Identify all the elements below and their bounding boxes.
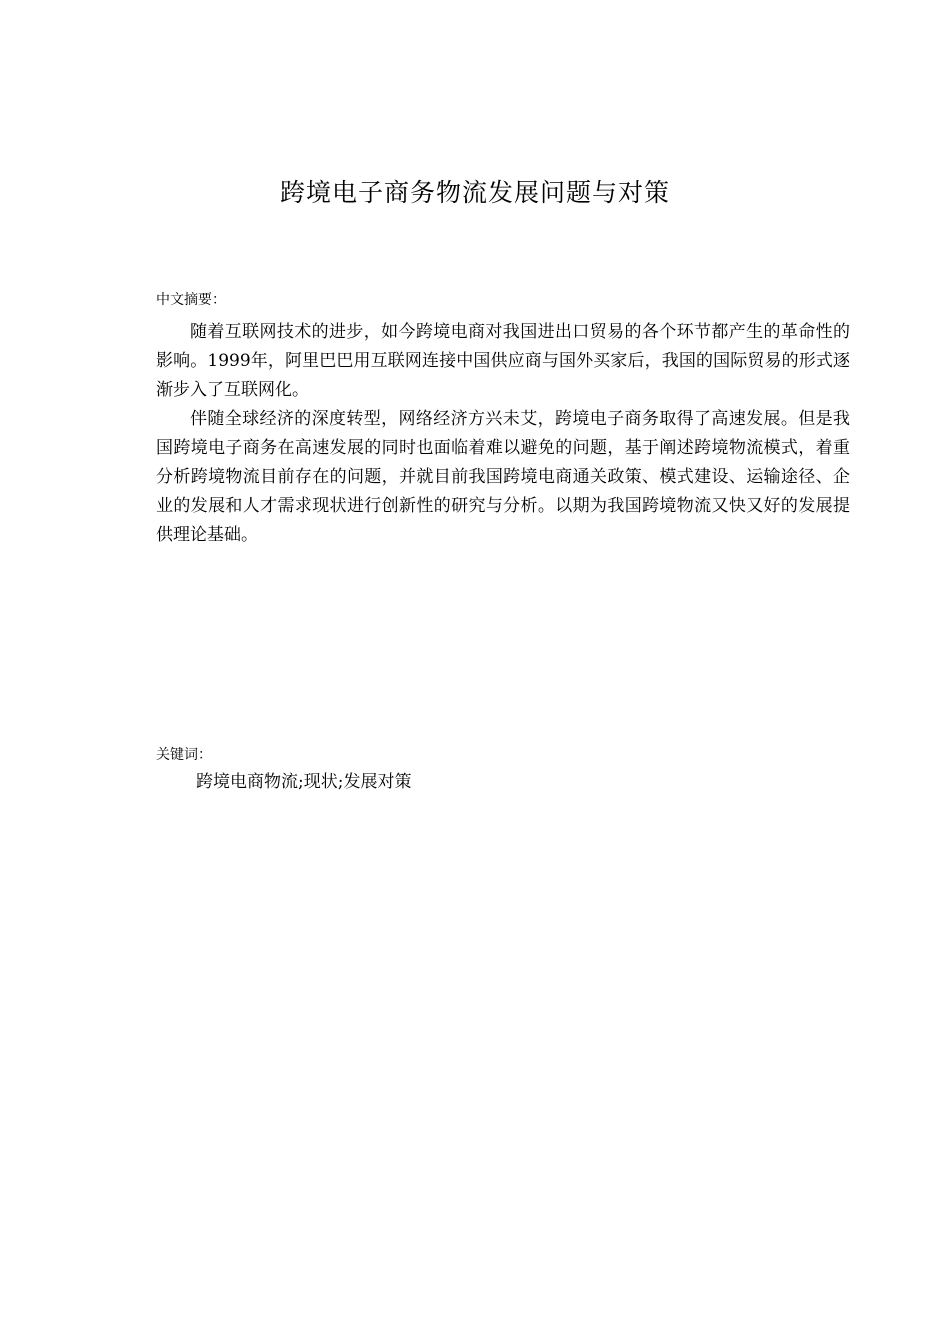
keywords-label: 关键词： (156, 747, 212, 763)
keywords-text: 跨境电商物流;现状;发展对策 (196, 772, 412, 792)
abstract-paragraph-2: 伴随全球经济的深度转型，网络经济方兴未艾，跨境电子商务取得了高速发展。但是我国跨境电子商务在高速发展的同时也面临着难以避免的问题，基于阐述跨境物流模式，着重分析跨境物流目前存在的问题，并就目前我国跨境电商通关政策、模式建设、运输途径、企业的发展和人才需求现状进行创新性的研究与分析。以期为我国跨境物流又快又好的发展提供理论基础。 (156, 409, 850, 545)
abstract-paragraph-1: 随着互联网技术的进步，如今跨境电商对我国进出口贸易的各个环节都产生的革命性的影响。1999年，阿里巴巴用互联网连接中国供应商与国外买家后，我国的国际贸易的形式逐渐步入了互联网化。 (156, 322, 850, 400)
page-title: 跨境电子商务物流发展问题与对策 (279, 178, 670, 207)
abstract-label: 中文摘要： (156, 292, 226, 308)
abstract-body (156, 318, 850, 550)
